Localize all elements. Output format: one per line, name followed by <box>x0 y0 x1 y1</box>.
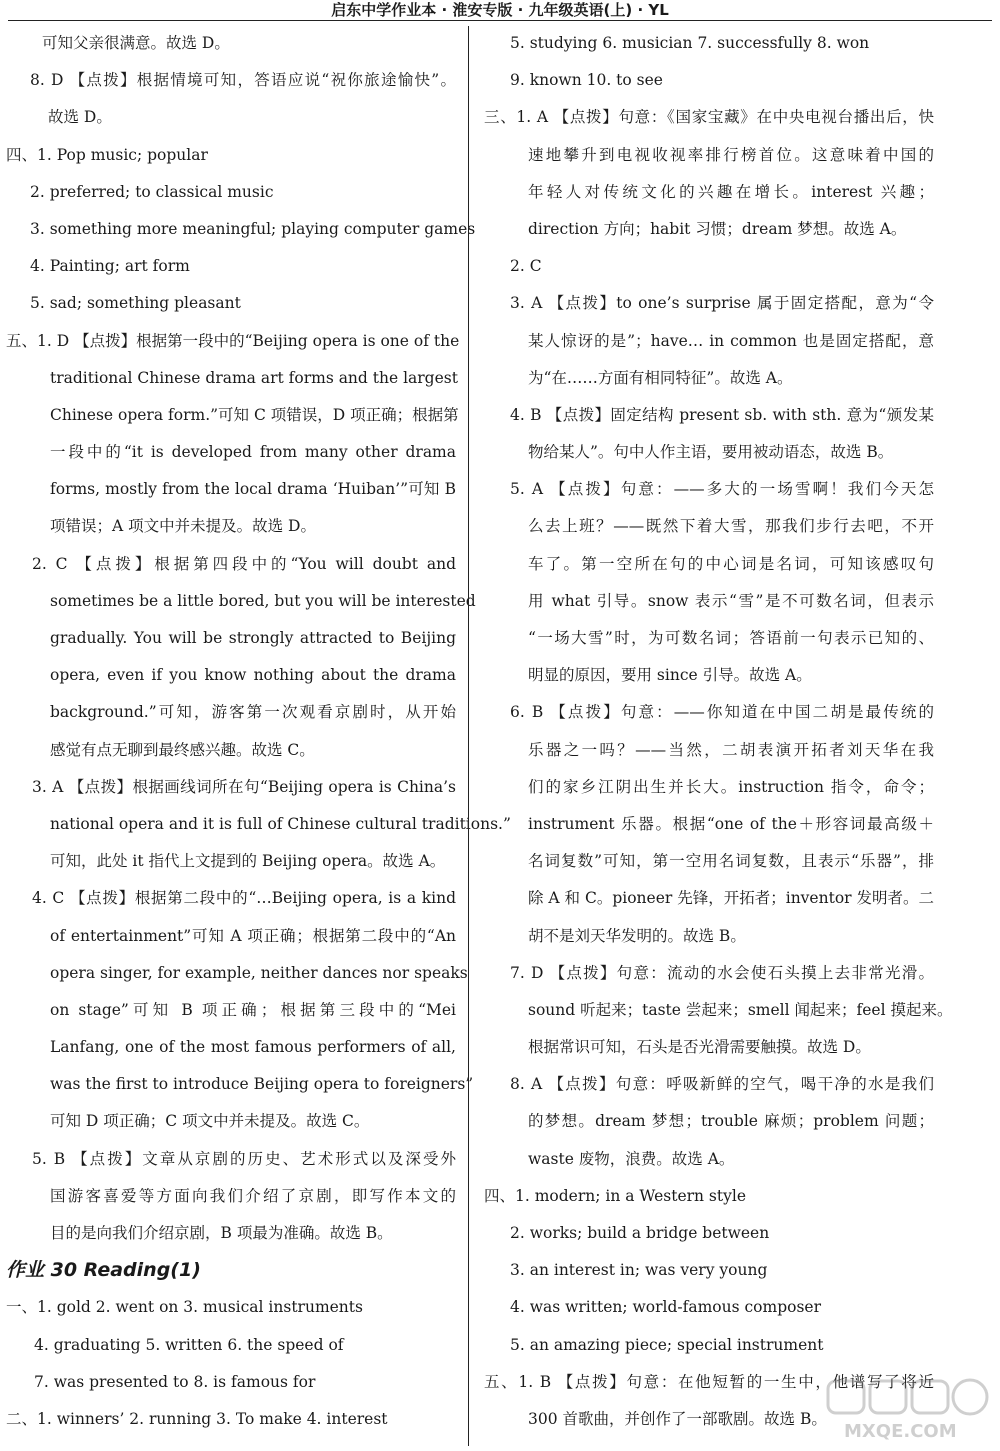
text-line: 4. was written; world-famous composer <box>510 1298 821 1317</box>
text-line: 2. preferred; to classical music <box>30 182 274 201</box>
left-column <box>6 25 511 1438</box>
text-line: 年轻人对传统文化的兴趣在增长。interest 兴趣； <box>528 182 934 201</box>
text-line: opera, even if you know nothing about the drama <box>50 666 456 685</box>
text-line: 3. an interest in; was very young <box>510 1261 768 1280</box>
text-line: waste 废物，浪费。故选 A。 <box>528 1149 735 1168</box>
text-line: 6. B 【点拨】句意：——你知道在中国二胡是最传统的 <box>510 703 934 722</box>
text-line: gradually. You will be strongly attracted to Beijing <box>50 629 456 647</box>
text-line: of entertainment”可知 A 项正确；根据第二段中的“An <box>50 926 456 945</box>
text-line: 用 what 引导。snow 表示“雪”是不可数名词，但表示 <box>528 591 934 610</box>
text-line: 感觉有点无聊到最终感兴趣。故选 C。 <box>50 740 315 759</box>
text-line: background.”可知，游客第一次观看京剧时，从开始 <box>50 703 456 722</box>
text-line: 8. D 【点拨】根据情境可知，答语应说“祝你旅途愉快”。 <box>30 71 456 90</box>
text-line: instrument 乐器。根据“one of the＋形容词最高级＋ <box>528 814 934 833</box>
text-line: 四、1. modern; in a Western style <box>484 1186 747 1205</box>
text-line: “一场大雪”时，为可数名词；答语前一句表示已知的、 <box>528 629 934 647</box>
text-line: 4. B 【点拨】固定结构 present sb. with sth. 意为“颁发某 <box>510 405 934 424</box>
text-line: 可知，此处 it 指代上文提到的 Beijing opera。故选 A。 <box>50 852 446 871</box>
text-line: sound 听起来；taste 尝起来；smell 闻起来；feel 摸起来。 <box>528 1000 953 1019</box>
text-line: on stage”可知 B 项正确；根据第三段中的“Mei <box>50 1000 456 1019</box>
text-line: 项错误；A 项文中并未提及。故选 D。 <box>50 517 316 536</box>
text-line: 根据常识可知，石头是否光滑需要触摸。故选 D。 <box>528 1038 871 1057</box>
text-line: 某人惊讶的是”；have… in common 也是固定搭配，意 <box>528 331 934 350</box>
text-line: 5. studying 6. musician 7. successfully 8. won <box>510 34 870 52</box>
section-heading: 作业 30 Reading(1) <box>6 1259 201 1282</box>
text-line: 么去上班？——既然下着大雪，那我们步行去吧，不开 <box>528 517 934 536</box>
text-line: 三、1. A 【点拨】句意：《国家宝藏》在中央电视台播出后，快 <box>484 108 934 127</box>
text-line: 乐器之一吗？——当然，二胡表演开拓者刘天华在我 <box>528 740 934 759</box>
text-line: 5. B 【点拨】文章从京剧的历史、艺术形式以及深受外 <box>32 1149 456 1168</box>
text-line: 二、1. winners’ 2. running 3. To make 4. interest <box>6 1409 388 1428</box>
text-line: 2. works; build a bridge between <box>510 1224 770 1242</box>
right-column <box>484 25 953 1438</box>
text-line: 7. was presented to 8. is famous for <box>34 1372 316 1391</box>
text-line: 胡不是刘天华发明的。故选 B。 <box>528 926 746 945</box>
text-line: 为“在……方面有相同特征”。故选 A。 <box>528 368 793 387</box>
text-line: direction 方向；habit 习惯；dream 梦想。故选 A。 <box>528 219 907 238</box>
text-line: traditional Chinese drama art forms and the largest <box>50 368 458 387</box>
header-rule <box>8 20 992 21</box>
text-line: 可知父亲很满意。故选 D。 <box>42 34 230 52</box>
text-line: 300 首歌曲，并创作了一部歌剧。故选 B。 <box>528 1409 827 1428</box>
text-line: 五、1. D 【点拨】根据第一段中的“Beijing opera is one of the <box>6 331 460 350</box>
text-line: 们的家乡江阴出生并长大。instruction 指令，命令； <box>528 777 934 796</box>
page-header <box>0 0 1000 22</box>
text-line: 五、1. B 【点拨】句意：在他短暂的一生中，他谱写了将近 <box>484 1372 934 1391</box>
text-line: 的梦想。dream 梦想；trouble 麻烦；problem 问题； <box>528 1112 934 1131</box>
text-line: 9. known 10. to see <box>510 71 663 90</box>
text-line: 3. A 【点拨】to one’s surprise 属于固定搭配，意为“令 <box>510 294 934 313</box>
text-line: 明显的原因，要用 since 引导。故选 A。 <box>528 666 812 685</box>
text-line: 目的是向我们介绍京剧，B 项最为准确。故选 B。 <box>50 1224 393 1242</box>
text-line: 5. A 【点拨】句意：——多大的一场雪啊！我们今天怎 <box>510 480 934 499</box>
text-line: 一段中的“it is developed from many other drama <box>50 443 456 462</box>
text-line: forms, mostly from the local drama ‘Huiban’”可知 B <box>50 480 456 499</box>
text-line: 故选 D。 <box>48 108 112 127</box>
text-line: opera singer, for example, neither dances nor speaks <box>50 963 468 982</box>
text-line: Lanfang, one of the most famous performers of all, <box>50 1038 456 1057</box>
text-line: 3. A 【点拨】根据画线词所在句“Beijing opera is China’s <box>32 777 456 796</box>
text-line: national opera and it is full of Chinese cultural traditions.” <box>50 814 511 833</box>
text-line: Chinese opera form.”可知 C 项错误，D 项正确；根据第 <box>50 405 459 424</box>
text-line: 2. C <box>510 257 542 276</box>
watermark-text: MXQE.COM <box>844 1421 957 1442</box>
text-line: 车了。第一空所在句的中心词是名词，可知该感叹句 <box>528 554 934 573</box>
watermark-icon <box>824 1375 994 1445</box>
column-divider <box>468 26 469 1446</box>
text-line: 3. something more meaningful; playing computer games <box>30 219 476 238</box>
text-line: 一、1. gold 2. went on 3. musical instruments <box>6 1298 363 1317</box>
text-line: 可知 D 项正确；C 项文中并未提及。故选 C。 <box>50 1112 370 1131</box>
text-line: 2. C 【点拨】根据第四段中的“You will doubt and <box>32 554 456 573</box>
watermark-logo <box>824 1375 994 1445</box>
text-line: 除 A 和 C。pioneer 先锋，开拓者；inventor 发明者。二 <box>528 889 934 908</box>
text-line: 物给某人”。句中人作主语，要用被动语态，故选 B。 <box>528 443 894 462</box>
header-title: 启东中学作业本 · 淮安专版 · 九年级英语(上) · YL <box>331 1 669 19</box>
text-line: 7. D 【点拨】句意：流动的水会使石头摸上去非常光滑。 <box>510 963 934 982</box>
text-line: 4. Painting; art form <box>30 257 190 276</box>
text-line: 5. sad; something pleasant <box>30 294 241 313</box>
text-line: 4. C 【点拨】根据第二段中的“…Beijing opera, is a kind <box>32 889 456 908</box>
text-line: 8. A 【点拨】句意：呼吸新鲜的空气，喝干净的水是我们 <box>510 1075 934 1094</box>
text-line: sometimes be a little bored, but you will be interested <box>50 591 476 610</box>
text-line: 4. graduating 5. written 6. the speed of <box>34 1335 344 1354</box>
text-line: 四、1. Pop music; popular <box>6 145 208 164</box>
text-line: 速地攀升到电视收视率排行榜首位。这意味着中国的 <box>528 145 934 164</box>
text-line: 国游客喜爱等方面向我们介绍了京剧，即写作本文的 <box>50 1186 456 1205</box>
text-line: 名词复数”可知，第一空用名词复数，且表示“乐器”，排 <box>528 852 934 871</box>
text-line: 5. an amazing piece; special instrument <box>510 1335 824 1354</box>
text-line: was the first to introduce Beijing opera to foreigners” <box>50 1075 474 1094</box>
